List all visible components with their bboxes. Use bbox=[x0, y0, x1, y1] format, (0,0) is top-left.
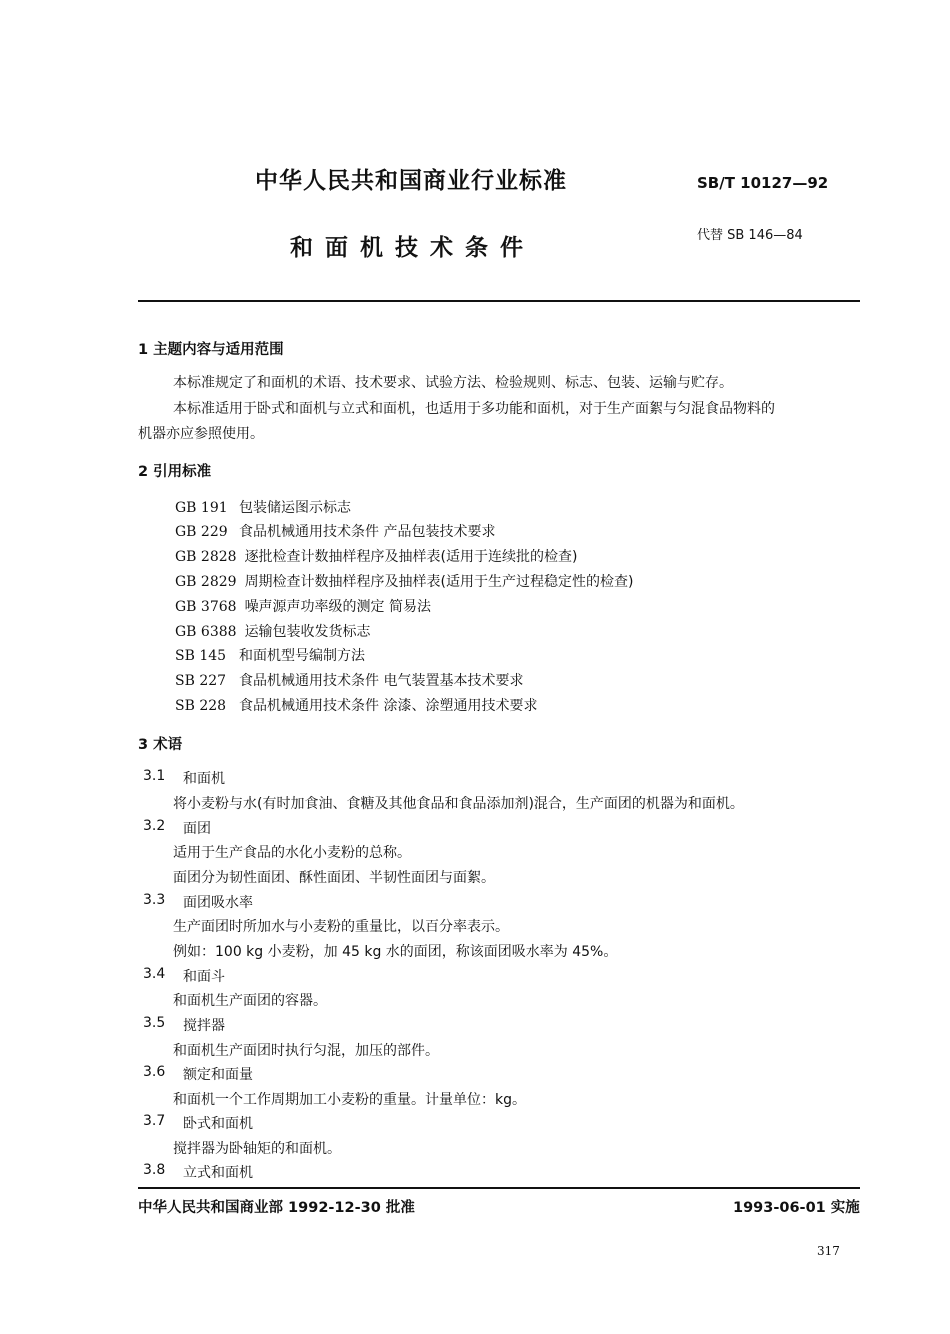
term-definition: 生产面团时所加水与小麦粉的重量比，以百分率表示。 bbox=[173, 919, 509, 935]
section-1-heading: 1 主题内容与适用范围 bbox=[138, 342, 284, 358]
standard-code: SB/T 10127—92 bbox=[697, 174, 829, 192]
reference-code: GB 191 bbox=[175, 500, 228, 516]
reference-code: SB 145 bbox=[175, 648, 227, 664]
reference-row bbox=[175, 645, 365, 665]
reference-row bbox=[175, 546, 578, 566]
term-definition: 和面机生产面团时执行匀混，加压的部件。 bbox=[173, 1043, 439, 1059]
reference-title: 运输包装收发货标志 bbox=[244, 624, 371, 640]
term-definition: 例如：100 kg 小麦粉，加 45 kg 水的面团，称该面团吸水率为 45%。 bbox=[173, 944, 618, 960]
term-number: 3.6 bbox=[143, 1064, 166, 1080]
term-name: 和面机 bbox=[183, 771, 225, 787]
section-2-heading: 2 引用标准 bbox=[138, 464, 212, 480]
reference-title: 食品机械通用技术条件 产品包装技术要求 bbox=[239, 524, 496, 540]
standard-title: 中华人民共和国商业行业标准 bbox=[255, 168, 567, 194]
term-number: 3.4 bbox=[143, 966, 166, 982]
term-number: 3.2 bbox=[143, 818, 166, 834]
header-divider bbox=[138, 300, 860, 302]
reference-code: GB 229 bbox=[175, 524, 228, 540]
section-1-para-2-line-2: 机器亦应参照使用。 bbox=[138, 426, 264, 442]
implementation-date: 1993-06-01 实施 bbox=[733, 1200, 860, 1216]
term-number: 3.3 bbox=[143, 892, 166, 908]
reference-row bbox=[175, 521, 495, 541]
term-number: 3.1 bbox=[143, 768, 166, 784]
term-number: 3.5 bbox=[143, 1015, 166, 1031]
section-1-para-1: 本标准规定了和面机的术语、技术要求、试验方法、检验规则、标志、包装、运输与贮存。 bbox=[173, 375, 733, 391]
reference-row bbox=[175, 571, 634, 591]
term-definition: 和面机生产面团的容器。 bbox=[173, 993, 327, 1009]
term-name: 卧式和面机 bbox=[183, 1116, 253, 1132]
term-definition: 和面机一个工作周期加工小麦粉的重量。计量单位：kg。 bbox=[173, 1092, 526, 1108]
section-3-heading: 3 术语 bbox=[138, 737, 183, 753]
term-number: 3.8 bbox=[143, 1162, 166, 1178]
reference-code: SB 227 bbox=[175, 673, 227, 689]
reference-code: GB 3768 bbox=[175, 599, 237, 615]
term-name: 立式和面机 bbox=[183, 1165, 253, 1181]
reference-code: GB 2828 bbox=[175, 549, 237, 565]
page-number: 317 bbox=[817, 1244, 840, 1258]
reference-title: 噪声源声功率级的测定 简易法 bbox=[244, 599, 432, 615]
term-name: 额定和面量 bbox=[183, 1067, 253, 1083]
reference-row bbox=[175, 621, 371, 641]
term-name: 搅拌器 bbox=[183, 1018, 225, 1034]
reference-title: 和面机型号编制方法 bbox=[239, 648, 365, 664]
term-number: 3.7 bbox=[143, 1113, 166, 1129]
reference-code: GB 2829 bbox=[175, 574, 237, 590]
reference-row bbox=[175, 497, 351, 517]
approval-date: 中华人民共和国商业部 1992-12-30 批准 bbox=[138, 1200, 415, 1216]
term-definition: 搅拌器为卧轴矩的和面机。 bbox=[173, 1141, 341, 1157]
term-name: 和面斗 bbox=[183, 969, 225, 985]
reference-title: 食品机械通用技术条件 涂漆、涂塑通用技术要求 bbox=[239, 698, 538, 714]
term-definition: 适用于生产食品的水化小麦粉的总称。 bbox=[173, 845, 411, 861]
reference-code: GB 6388 bbox=[175, 624, 237, 640]
replaces-note: 代替 SB 146—84 bbox=[697, 228, 803, 243]
section-1-para-2-line-1: 本标准适用于卧式和面机与立式和面机，也适用于多功能和面机，对于生产面絮与匀混食品物料的 bbox=[173, 401, 775, 417]
reference-title: 食品机械通用技术条件 电气装置基本技术要求 bbox=[239, 673, 524, 689]
term-definition: 面团分为韧性面团、酥性面团、半韧性面团与面絮。 bbox=[173, 870, 495, 886]
term-name: 面团 bbox=[183, 821, 211, 837]
reference-title: 周期检查计数抽样程序及抽样表(适用于生产过程稳定性的检查) bbox=[244, 574, 634, 590]
reference-row bbox=[175, 670, 523, 690]
term-name: 面团吸水率 bbox=[183, 895, 253, 911]
reference-row bbox=[175, 695, 537, 715]
document-title: 和面机技术条件 bbox=[290, 235, 535, 261]
term-definition: 将小麦粉与水(有时加食油、食糖及其他食品和食品添加剂)混合，生产面团的机器为和面机。 bbox=[173, 796, 744, 812]
reference-title: 逐批检查计数抽样程序及抽样表(适用于连续批的检查) bbox=[244, 549, 578, 565]
reference-code: SB 228 bbox=[175, 698, 227, 714]
footer-divider bbox=[138, 1187, 860, 1189]
reference-row bbox=[175, 596, 431, 616]
reference-title: 包装储运图示标志 bbox=[239, 500, 351, 516]
